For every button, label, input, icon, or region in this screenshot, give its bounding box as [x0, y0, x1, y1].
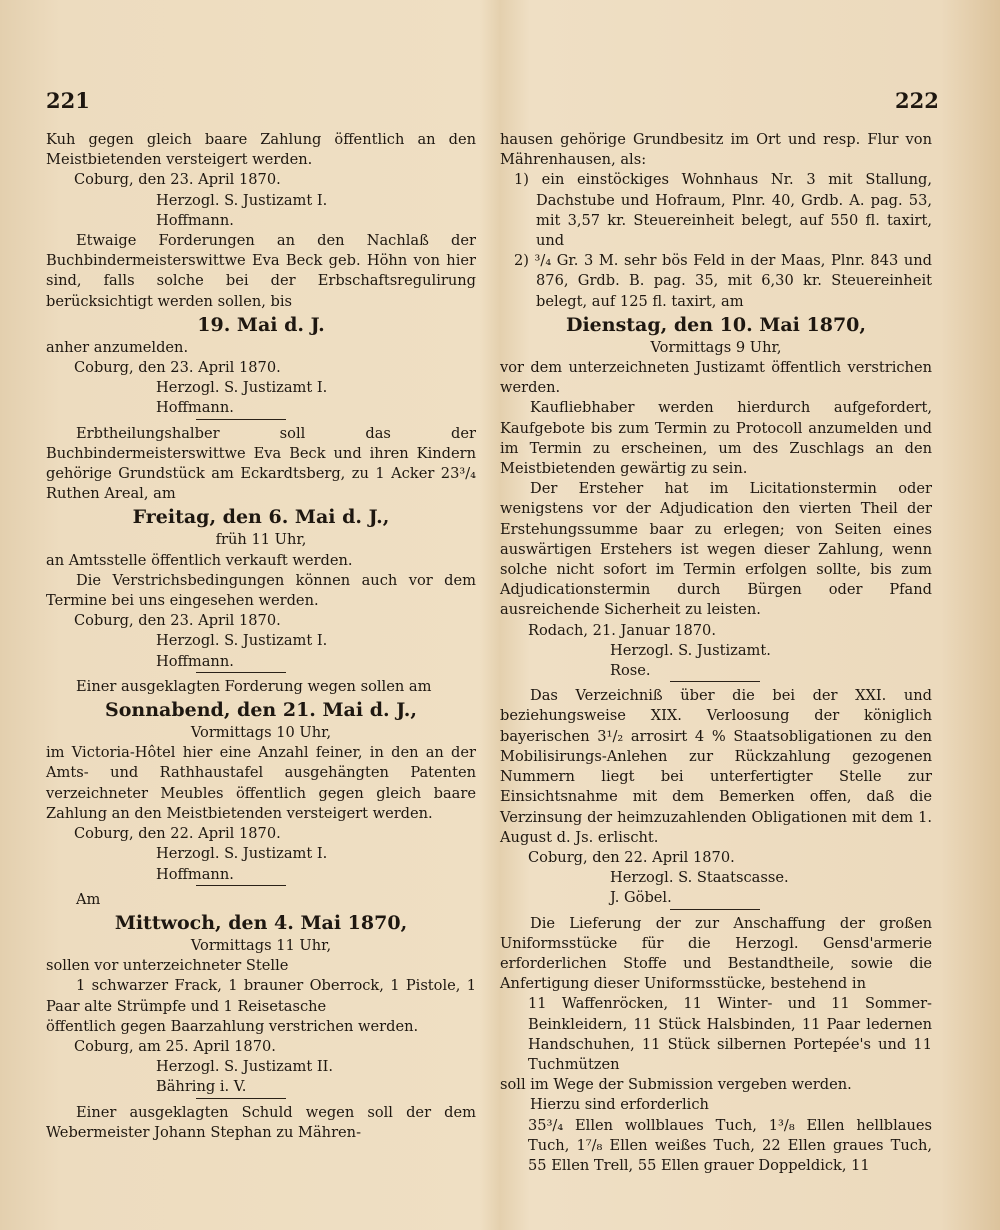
signature: Herzogl. S. Justizamt I.: [156, 191, 328, 209]
signature: Rose.: [610, 662, 651, 680]
paragraph: Das Verzeichniß über die bei der XXI. und beziehungsweise XIX. Verloosung der königlich bayerischen 3¹/₂ arrosirt 4 % Staatsobligationen zu den Mobilisirungs-Anlehen zur Rückzahlung gezogenen Nummern liegt bei unterfertigter Stelle zur Einsichtsnahme mit dem Bemerken offen, daß die Verzinsung der heimzuzahlenden Obligationen mit dem 1. August d. Js. erlischt.: [500, 687, 932, 846]
date-heading: Dienstag, den 10. Mai 1870,: [565, 313, 867, 336]
paragraph: an Amtsstelle öffentlich verkauft werden.: [46, 551, 353, 569]
paragraph: Erbtheilungshalber soll das der Buchbindermeisterswittwe Eva Beck und ihren Kindern gehörige Grundstück am Eckardtsberg, zu 1 Acker 23³/₄ Ruthen Areal, am: [46, 424, 476, 503]
paragraph: Einer ausgeklagten Schuld wegen soll der dem Webermeister Johann Stephan zu Mähren-: [46, 1103, 476, 1141]
paragraph: 1 schwarzer Frack, 1 brauner Oberrock, 1 Pistole, 1 Paar alte Strümpfe und 1 Reisetasche: [46, 977, 476, 1015]
signature: Herzogl. S. Justizamt I.: [156, 845, 328, 863]
paragraph: hausen gehörige Grundbesitz im Ort und resp. Flur von Mährenhausen, als:: [500, 131, 932, 169]
time-line: Vormittags 9 Uhr,: [650, 338, 782, 356]
page-number-left: 221: [46, 88, 90, 113]
paragraph: Die Verstrichsbedingungen können auch vor dem Termine bei uns eingesehen werden.: [46, 571, 476, 610]
left-column: [46, 130, 476, 1143]
signature: Bähring i. V.: [156, 1078, 247, 1096]
signature: Herzogl. S. Justizamt I.: [156, 632, 328, 650]
signature: Hoffmann.: [156, 865, 234, 883]
place-date: Coburg, den 23. April 1870.: [74, 171, 281, 189]
paragraph: soll im Wege der Submission vergeben werden.: [500, 1076, 852, 1094]
date-heading: Sonnabend, den 21. Mai d. J.,: [105, 699, 417, 722]
time-line: Vormittags 11 Uhr,: [190, 936, 332, 954]
signature: Hoffmann.: [156, 211, 234, 229]
paragraph: anher anzumelden.: [46, 338, 189, 356]
place-date: Coburg, den 22. April 1870.: [74, 825, 281, 843]
signature: Herzogl. S. Justizamt I.: [156, 379, 328, 397]
date-heading: 19. Mai d. J.: [197, 313, 325, 336]
signature: Hoffmann.: [156, 652, 234, 670]
paragraph: öffentlich gegen Baarzahlung verstrichen werden.: [46, 1017, 419, 1035]
paragraph: sollen vor unterzeichneter Stelle: [46, 957, 289, 975]
paragraph: Etwaige Forderungen an den Nachlaß der Buchbindermeisterswittwe Eva Beck geb. Höhn von hier sind, falls solche bei der Erbschaftsregulirung berücksichtigt werden sollen, bis: [46, 232, 476, 310]
place-date: Coburg, den 22. April 1870.: [528, 848, 735, 866]
paragraph: Einer ausgeklagten Forderung wegen sollen am: [76, 677, 432, 695]
signature: J. Göbel.: [610, 889, 672, 907]
place-date: Coburg, den 23. April 1870.: [74, 359, 281, 377]
paragraph: Kuh gegen gleich baare Zahlung öffentlich an den Meistbietenden versteigert werden.: [46, 131, 476, 169]
paragraph: Am: [76, 890, 101, 908]
signature: Herzogl. S. Justizamt.: [610, 641, 771, 659]
date-heading: Freitag, den 6. Mai d. J.,: [132, 506, 390, 529]
paragraph: im Victoria-Hôtel hier eine Anzahl feiner, in den an der Amts- und Rathhaustafel ausgehängten Patenten verzeichneter Meubles öffentlich gegen gleich baare Zahlung an den Meistbietenden versteigert werden.: [46, 744, 476, 822]
place-date: Coburg, am 25. April 1870.: [74, 1037, 276, 1055]
paragraph: Hierzu sind erforderlich: [530, 1096, 709, 1114]
place-date: Rodach, 21. Januar 1870.: [528, 621, 716, 639]
signature: Herzogl. S. Justizamt II.: [156, 1058, 334, 1076]
page-number-right: 222: [895, 88, 939, 113]
right-column: [500, 130, 932, 1176]
time-line: Vormittags 10 Uhr,: [190, 724, 332, 742]
time-line: früh 11 Uhr,: [215, 531, 307, 549]
list-item: 2) ³/₄ Gr. 3 M. sehr bös Feld in der Maas, Plnr. 843 und 876, Grdb. B. pag. 35, mit 6,30 kr. Steuereinheit belegt, auf 125 fl. taxirt, am: [514, 252, 932, 310]
item-list: 35³/₄ Ellen wollblaues Tuch, 1³/₈ Ellen hellblaues Tuch, 1⁷/₈ Ellen weißes Tuch, 22 Ellen graues Tuch, 55 Ellen Trell, 55 Ellen grauer Doppeldick, 11: [528, 1116, 932, 1174]
paragraph: vor dem unterzeichneten Justizamt öffentlich verstrichen werden.: [500, 359, 932, 397]
signature: Herzogl. S. Staatscasse.: [610, 869, 789, 887]
item-list: 11 Waffenröcken, 11 Winter- und 11 Sommer-Beinkleidern, 11 Stück Halsbinden, 11 Paar ledernen Handschuhen, 11 Stück silbernen Portepée's und 11 Tuchmützen: [528, 995, 932, 1073]
place-date: Coburg, den 23. April 1870.: [74, 612, 281, 630]
list-item: 1) ein einstöckiges Wohnhaus Nr. 3 mit Stallung, Dachstube und Hofraum, Plnr. 40, Grdb. A. pag. 53, mit 3,57 kr. Steuereinheit belegt, auf 550 fl. taxirt, und: [514, 171, 932, 250]
paragraph: Kaufliebhaber werden hierdurch aufgefordert, Kaufgebote bis zum Termin zu Protocoll anzumelden und im Termin zu erscheinen, um des Zuschlags an den Meistbietenden gewärtig zu sein.: [500, 399, 932, 478]
signature: Hoffmann.: [156, 399, 234, 417]
date-heading: Mittwoch, den 4. Mai 1870,: [114, 911, 408, 934]
paragraph: Der Ersteher hat im Licitationstermin oder wenigstens vor der Adjudication den vierten Theil der Erstehungssumme baar zu erlegen; von Seiten eines auswärtigen Erstehers ist wegen dieser Zahlung, wenn solche nicht sofort im Termin erfolgen sollte, bis zum Adjudicationstermin durch Bürgen oder Pfand ausreichende Sicherheit zu leisten.: [500, 480, 932, 619]
paragraph: Die Lieferung der zur Anschaffung der großen Uniformsstücke für die Herzogl. Gensd'armerie erforderlichen Stoffe und Bestandtheile, sowie die Anfertigung dieser Uniformsstücke, bestehend in: [500, 914, 932, 993]
